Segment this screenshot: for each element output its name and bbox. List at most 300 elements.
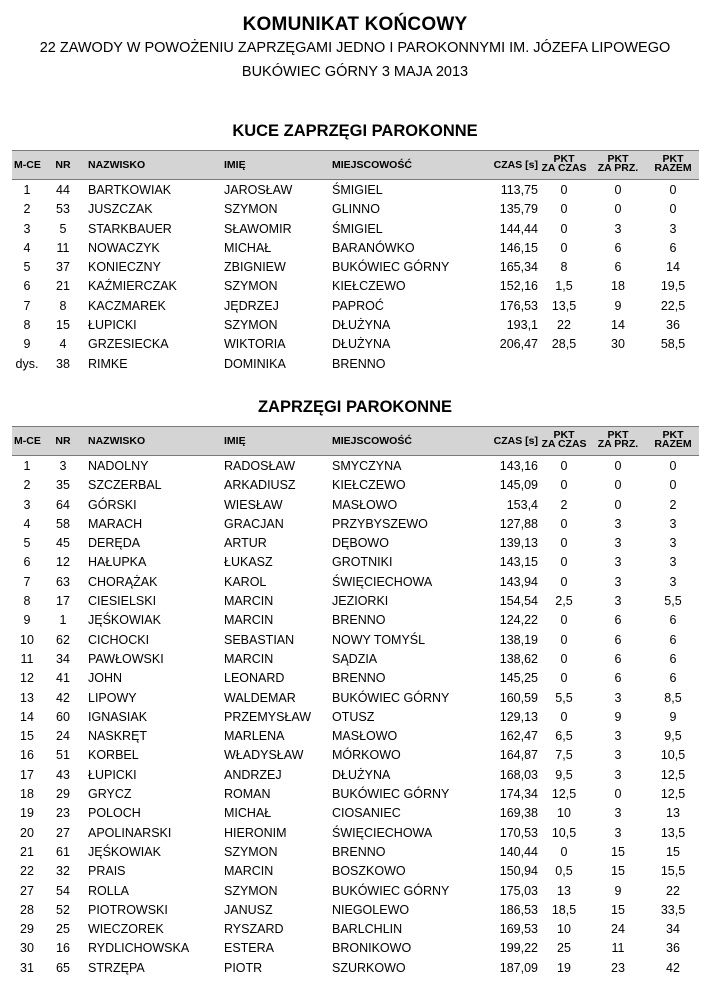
cell-number: 37 (56, 260, 70, 275)
cell-points-total: 10,5 (660, 748, 686, 763)
cell-points-total: 6 (669, 613, 677, 628)
page-title: KOMUNIKAT KOŃCOWY (242, 14, 468, 35)
cell-first-name: ROMAN (224, 787, 271, 802)
cell-points-obstacles: 6 (614, 240, 622, 255)
cell-town: BUKÓWIEC GÓRNY (332, 883, 450, 898)
cell-first-name: ARTUR (224, 536, 267, 551)
cell-points-obstacles: 6 (614, 671, 622, 686)
cell-surname: POLOCH (88, 806, 141, 821)
cell-points-time: 0 (560, 221, 568, 236)
cell-surname: JĘŚKOWIAK (88, 613, 161, 628)
cell-number: 53 (56, 202, 70, 217)
cell-town: BRONIKOWO (332, 941, 412, 956)
cell-surname: ŁUPICKI (88, 318, 137, 333)
cell-first-name: KAROL (224, 574, 267, 589)
cell-points-time: 0 (560, 240, 568, 255)
cell-number: 24 (56, 729, 70, 744)
header-miejscowosc: MIEJSCOWOŚĆ (332, 159, 412, 171)
cell-first-name: SZYMON (224, 844, 278, 859)
cell-points-obstacles: 15 (611, 902, 625, 917)
table-row (12, 960, 699, 979)
cell-surname: LIPOWY (88, 690, 137, 705)
cell-place: 16 (20, 748, 34, 763)
cell-number: 32 (56, 864, 70, 879)
cell-first-name: JANUSZ (224, 902, 273, 917)
cell-number: 17 (56, 594, 70, 609)
cell-points-time: 28,5 (551, 337, 577, 352)
cell-points-total: 13 (666, 806, 680, 821)
cell-number: 27 (56, 825, 70, 840)
cell-points-time: 6,5 (555, 729, 573, 744)
cell-surname: GRZESIECKA (88, 337, 169, 352)
cell-surname: WIECZOREK (88, 922, 164, 937)
header-pkt-prz (593, 431, 643, 449)
cell-place: 3 (23, 497, 31, 512)
header-miejscowosc: MIEJSCOWOŚĆ (332, 435, 412, 447)
cell-points-total: 6 (669, 651, 677, 666)
cell-points-obstacles: 3 (614, 221, 622, 236)
header-nr: NR (55, 435, 71, 447)
cell-points-time: 5,5 (555, 690, 573, 705)
cell-town: GLINNO (332, 202, 380, 217)
table-row (12, 221, 699, 240)
cell-first-name: WŁADYSŁAW (224, 748, 304, 763)
cell-time: 168,03 (499, 767, 538, 782)
table-row (12, 863, 699, 882)
table-row (12, 535, 699, 554)
cell-points-time: 2 (560, 497, 568, 512)
table-row (12, 574, 699, 593)
cell-points-obstacles: 15 (611, 864, 625, 879)
header-czas: CZAS [s] (493, 159, 538, 171)
cell-town: ŚWIĘCIECHOWA (332, 825, 433, 840)
cell-number: 62 (56, 632, 70, 647)
cell-town: DŁUŻYNA (332, 337, 391, 352)
cell-first-name: SZYMON (224, 883, 278, 898)
cell-points-time: 9,5 (555, 767, 573, 782)
header-pkt-czas (539, 431, 589, 449)
cell-points-total: 0 (669, 183, 677, 197)
table-row (12, 690, 699, 709)
cell-points-total: 9,5 (664, 729, 682, 744)
cell-town: PAPROĆ (332, 298, 384, 313)
cell-town: BUKÓWIEC GÓRNY (332, 690, 450, 705)
cell-points-obstacles: 0 (614, 478, 622, 493)
cell-surname: SZCZERBAL (88, 478, 162, 493)
cell-place: 14 (20, 709, 34, 724)
event-place-date: BUKÓWIEC GÓRNY 3 MAJA 2013 (241, 64, 469, 80)
cell-number: 51 (56, 748, 70, 763)
cell-first-name: SEBASTIAN (224, 632, 295, 647)
cell-number: 8 (59, 298, 67, 313)
header-nazwisko: NAZWISKO (88, 435, 146, 447)
cell-surname: NASKRĘT (88, 729, 148, 744)
header-pkt-czas-l2: ZA CZAS (541, 162, 587, 174)
cell-time: 129,13 (499, 709, 538, 724)
cell-time: 193,1 (506, 318, 538, 333)
cell-points-obstacles: 3 (614, 574, 622, 589)
cell-time: 138,19 (499, 632, 538, 647)
cell-place: 9 (23, 613, 31, 628)
cell-place: 6 (23, 279, 31, 294)
table-row (12, 458, 699, 477)
cell-points-total: 12,5 (660, 787, 686, 802)
cell-place: 5 (23, 536, 31, 551)
cell-place: 2 (23, 202, 31, 217)
cell-time: 187,09 (499, 960, 538, 975)
cell-points-time: 10 (557, 806, 571, 821)
cell-points-obstacles: 3 (614, 806, 622, 821)
cell-number: 29 (56, 787, 70, 802)
header-pkt-czas-l1: PKT (553, 429, 575, 441)
cell-town: CIOSANIEC (332, 806, 401, 821)
cell-surname: GÓRSKI (88, 497, 137, 512)
cell-surname: KONIECZNY (88, 260, 161, 275)
cell-first-name: MARCIN (224, 613, 274, 628)
cell-points-time: 7,5 (555, 748, 573, 763)
cell-time: 140,44 (499, 844, 538, 859)
cell-surname: BARTKOWIAK (88, 183, 172, 197)
table-row (12, 844, 699, 863)
cell-number: 3 (59, 459, 67, 473)
cell-town: KIEŁCZEWO (332, 279, 406, 294)
table-row (12, 767, 699, 786)
cell-town: BRENNO (332, 671, 386, 686)
table-row (12, 477, 699, 496)
table-row (12, 593, 699, 612)
cell-town: ŚMIGIEL (332, 183, 383, 197)
cell-town: SMYCZYNA (332, 459, 402, 473)
cell-first-name: DOMINIKA (224, 356, 286, 371)
cell-points-time: 0 (560, 844, 568, 859)
header-pkt-prz-l1: PKT (607, 429, 629, 441)
cell-points-obstacles: 9 (614, 709, 622, 724)
cell-first-name: HIERONIM (224, 825, 287, 840)
cell-points-time: 0 (560, 516, 568, 531)
cell-points-time: 0 (560, 536, 568, 551)
table-row (12, 747, 699, 766)
cell-time: 206,47 (499, 337, 538, 352)
cell-points-total: 22 (666, 883, 680, 898)
cell-place: 11 (20, 651, 34, 666)
header-czas: CZAS [s] (493, 435, 538, 447)
cell-place: 6 (23, 555, 31, 570)
cell-surname: MARACH (88, 516, 143, 531)
cell-points-obstacles: 3 (614, 555, 622, 570)
header-pkt-prz-l2: ZA PRZ. (597, 162, 639, 174)
header-nr: NR (55, 159, 71, 171)
header-pkt-czas-l1: PKT (553, 153, 575, 165)
cell-points-obstacles: 6 (614, 613, 622, 628)
cell-points-time: 18,5 (551, 902, 577, 917)
cell-points-time: 10,5 (551, 825, 577, 840)
cell-place: 7 (23, 574, 31, 589)
cell-place: 17 (20, 767, 34, 782)
cell-points-total: 15 (666, 844, 680, 859)
cell-points-time: 0 (560, 632, 568, 647)
cell-number: 42 (56, 690, 70, 705)
table-row (12, 336, 699, 355)
cell-points-total: 42 (666, 960, 680, 975)
cell-first-name: ŁUKASZ (224, 555, 273, 570)
table-row (12, 182, 699, 201)
cell-town: JEZIORKI (332, 594, 389, 609)
cell-surname: CICHOCKI (88, 632, 150, 647)
cell-points-time: 0,5 (555, 864, 573, 879)
cell-points-obstacles: 3 (614, 594, 622, 609)
cell-points-obstacles: 15 (611, 844, 625, 859)
cell-place: 8 (23, 594, 31, 609)
cell-first-name: SZYMON (224, 202, 278, 217)
table-row (12, 940, 699, 959)
cell-surname: HAŁUPKA (88, 555, 147, 570)
cell-town: ŚWIĘCIECHOWA (332, 574, 433, 589)
cell-points-total: 58,5 (660, 337, 686, 352)
cell-points-total: 19,5 (660, 279, 686, 294)
cell-number: 43 (56, 767, 70, 782)
header-mce: M-CE (14, 435, 41, 447)
cell-first-name: MARCIN (224, 651, 274, 666)
header-pkt-razem (648, 155, 698, 173)
cell-time: 135,79 (499, 202, 538, 217)
cell-points-total: 3 (669, 574, 677, 589)
cell-points-obstacles: 0 (614, 202, 622, 217)
cell-surname: RYDLICHOWSKA (88, 941, 190, 956)
cell-time: 160,59 (499, 690, 538, 705)
cell-number: 16 (56, 941, 70, 956)
cell-points-total: 36 (666, 941, 680, 956)
table-row (12, 883, 699, 902)
table-row (12, 497, 699, 516)
table-row (12, 259, 699, 278)
cell-first-name: LEONARD (224, 671, 285, 686)
cell-surname: IGNASIAK (88, 709, 148, 724)
cell-first-name: RYSZARD (224, 922, 284, 937)
cell-place: 19 (20, 806, 34, 821)
cell-first-name: ESTERA (224, 941, 275, 956)
cell-number: 63 (56, 574, 70, 589)
cell-town: NOWY TOMYŚL (332, 632, 426, 647)
cell-time: 164,87 (499, 748, 538, 763)
cell-points-total: 3 (669, 221, 677, 236)
cell-place: 1 (23, 183, 31, 197)
cell-points-time: 13,5 (551, 298, 577, 313)
header-pkt-razem-l2: RAZEM (654, 438, 692, 450)
cell-number: 35 (56, 478, 70, 493)
cell-number: 45 (56, 536, 70, 551)
cell-surname: RIMKE (88, 356, 128, 371)
cell-first-name: MICHAŁ (224, 806, 272, 821)
cell-time: 143,15 (499, 555, 538, 570)
cell-time: 139,13 (499, 536, 538, 551)
cell-place: 9 (23, 337, 31, 352)
table-row (12, 921, 699, 940)
cell-surname: KORBEL (88, 748, 139, 763)
header-mce: M-CE (14, 159, 41, 171)
cell-place: 27 (20, 883, 34, 898)
cell-time: 124,22 (499, 613, 538, 628)
cell-points-obstacles: 3 (614, 748, 622, 763)
cell-number: 23 (56, 806, 70, 821)
table-row (12, 825, 699, 844)
header-pkt-prz (593, 155, 643, 173)
cell-points-obstacles: 6 (614, 632, 622, 647)
table-row (12, 651, 699, 670)
cell-points-time: 0 (560, 651, 568, 666)
header-pkt-prz-l1: PKT (607, 153, 629, 165)
cell-town: BUKÓWIEC GÓRNY (332, 787, 450, 802)
cell-points-time: 2,5 (555, 594, 573, 609)
cell-points-obstacles: 0 (614, 787, 622, 802)
cell-first-name: MARLENA (224, 729, 285, 744)
cell-time: 150,94 (499, 864, 538, 879)
cell-surname: APOLINARSKI (88, 825, 172, 840)
cell-points-total: 14 (666, 260, 680, 275)
cell-points-obstacles: 3 (614, 825, 622, 840)
cell-surname: KACZMAREK (88, 298, 166, 313)
cell-first-name: MARCIN (224, 864, 274, 879)
table-row (12, 516, 699, 535)
cell-points-total: 6 (669, 671, 677, 686)
cell-town: MÓRKOWO (332, 748, 401, 763)
cell-place: 29 (20, 922, 34, 937)
cell-points-total: 13,5 (660, 825, 686, 840)
table-row (12, 786, 699, 805)
cell-town: BUKÓWIEC GÓRNY (332, 260, 450, 275)
header-pkt-razem-l2: RAZEM (654, 162, 692, 174)
table-row (12, 317, 699, 336)
cell-town: BOSZKOWO (332, 864, 406, 879)
cell-place: 22 (20, 864, 34, 879)
cell-points-time: 10 (557, 922, 571, 937)
cell-points-total: 0 (669, 459, 677, 473)
cell-number: 34 (56, 651, 70, 666)
cell-points-total: 36 (666, 318, 680, 333)
cell-first-name: PRZEMYSŁAW (224, 709, 312, 724)
table-body-parokonne (12, 458, 699, 979)
cell-time: 144,44 (499, 221, 538, 236)
header-pkt-razem-l1: PKT (662, 153, 684, 165)
cell-points-obstacles: 23 (611, 960, 625, 975)
cell-town: BRENNO (332, 844, 386, 859)
cell-points-total: 0 (669, 202, 677, 217)
table-row (12, 632, 699, 651)
cell-town: BRENNO (332, 356, 386, 371)
cell-points-obstacles: 3 (614, 516, 622, 531)
cell-town: DŁUŻYNA (332, 767, 391, 782)
section-title-kuce: KUCE ZAPRZĘGI PAROKONNE (232, 122, 478, 140)
cell-surname: JUSZCZAK (88, 202, 153, 217)
cell-points-obstacles: 0 (614, 183, 622, 197)
cell-time: 165,34 (499, 260, 538, 275)
cell-points-obstacles: 30 (611, 337, 625, 352)
cell-points-total: 2 (669, 497, 677, 512)
cell-surname: DERĘDA (88, 536, 141, 551)
cell-town: NIEGOLEWO (332, 902, 410, 917)
cell-time: 146,15 (499, 240, 538, 255)
cell-surname: NADOLNY (88, 459, 149, 473)
cell-number: 60 (56, 709, 70, 724)
cell-number: 1 (59, 613, 67, 628)
cell-town: ŚMIGIEL (332, 221, 383, 236)
cell-surname: KAŹMIERCZAK (88, 279, 177, 294)
cell-place: 30 (20, 941, 34, 956)
header-imie: IMIĘ (224, 435, 246, 447)
cell-place: 13 (20, 690, 34, 705)
cell-number: 4 (59, 337, 67, 352)
cell-first-name: SZYMON (224, 279, 278, 294)
cell-points-obstacles: 24 (611, 922, 625, 937)
cell-number: 11 (56, 240, 70, 255)
cell-surname: JĘŚKOWIAK (88, 844, 161, 859)
cell-town: PRZYBYSZEWO (332, 516, 428, 531)
cell-place: 28 (20, 902, 34, 917)
cell-town: GROTNIKI (332, 555, 393, 570)
cell-number: 41 (56, 671, 70, 686)
cell-points-time: 22 (557, 318, 571, 333)
table-row (12, 670, 699, 689)
cell-town: BARLCHLIN (332, 922, 403, 937)
cell-number: 54 (56, 883, 70, 898)
cell-place: 31 (20, 960, 34, 975)
cell-points-obstacles: 3 (614, 767, 622, 782)
cell-points-obstacles: 3 (614, 729, 622, 744)
cell-first-name: ARKADIUSZ (224, 478, 296, 493)
cell-points-total: 6 (669, 240, 677, 255)
section-title-parokonne: ZAPRZĘGI PAROKONNE (257, 398, 453, 416)
table-row (12, 709, 699, 728)
table-row (12, 240, 699, 259)
cell-first-name: JĘDRZEJ (224, 298, 279, 313)
table-row (12, 805, 699, 824)
cell-points-time: 25 (557, 941, 571, 956)
cell-points-time: 1,5 (555, 279, 573, 294)
cell-number: 12 (56, 555, 70, 570)
cell-points-obstacles: 14 (611, 318, 625, 333)
table-row (12, 612, 699, 631)
cell-time: 154,54 (499, 594, 538, 609)
cell-time: 175,03 (499, 883, 538, 898)
cell-points-time: 0 (560, 709, 568, 724)
cell-town: BARANÓWKO (332, 240, 415, 255)
cell-place: 3 (23, 221, 31, 236)
cell-town: BRENNO (332, 613, 386, 628)
cell-town: DĘBOWO (332, 536, 389, 551)
cell-surname: JOHN (88, 671, 123, 686)
table-row (12, 902, 699, 921)
cell-surname: STARKBAUER (88, 221, 172, 236)
cell-first-name: GRACJAN (224, 516, 284, 531)
table-row (12, 201, 699, 220)
cell-first-name: ZBIGNIEW (224, 260, 286, 275)
cell-place: 21 (20, 844, 34, 859)
cell-points-time: 0 (560, 555, 568, 570)
cell-surname: NOWACZYK (88, 240, 160, 255)
table-header-kuce (12, 150, 699, 180)
cell-time: 138,62 (499, 651, 538, 666)
cell-town: SĄDZIA (332, 651, 378, 666)
cell-first-name: RADOSŁAW (224, 459, 296, 473)
cell-time: 174,34 (499, 787, 538, 802)
cell-town: SZURKOWO (332, 960, 406, 975)
cell-first-name: SZYMON (224, 318, 278, 333)
cell-first-name: ANDRZEJ (224, 767, 282, 782)
cell-points-total: 3 (669, 516, 677, 531)
cell-time: 162,47 (499, 729, 538, 744)
cell-surname: STRZĘPA (88, 960, 145, 975)
cell-first-name: WALDEMAR (224, 690, 296, 705)
cell-time: 143,16 (499, 459, 538, 473)
